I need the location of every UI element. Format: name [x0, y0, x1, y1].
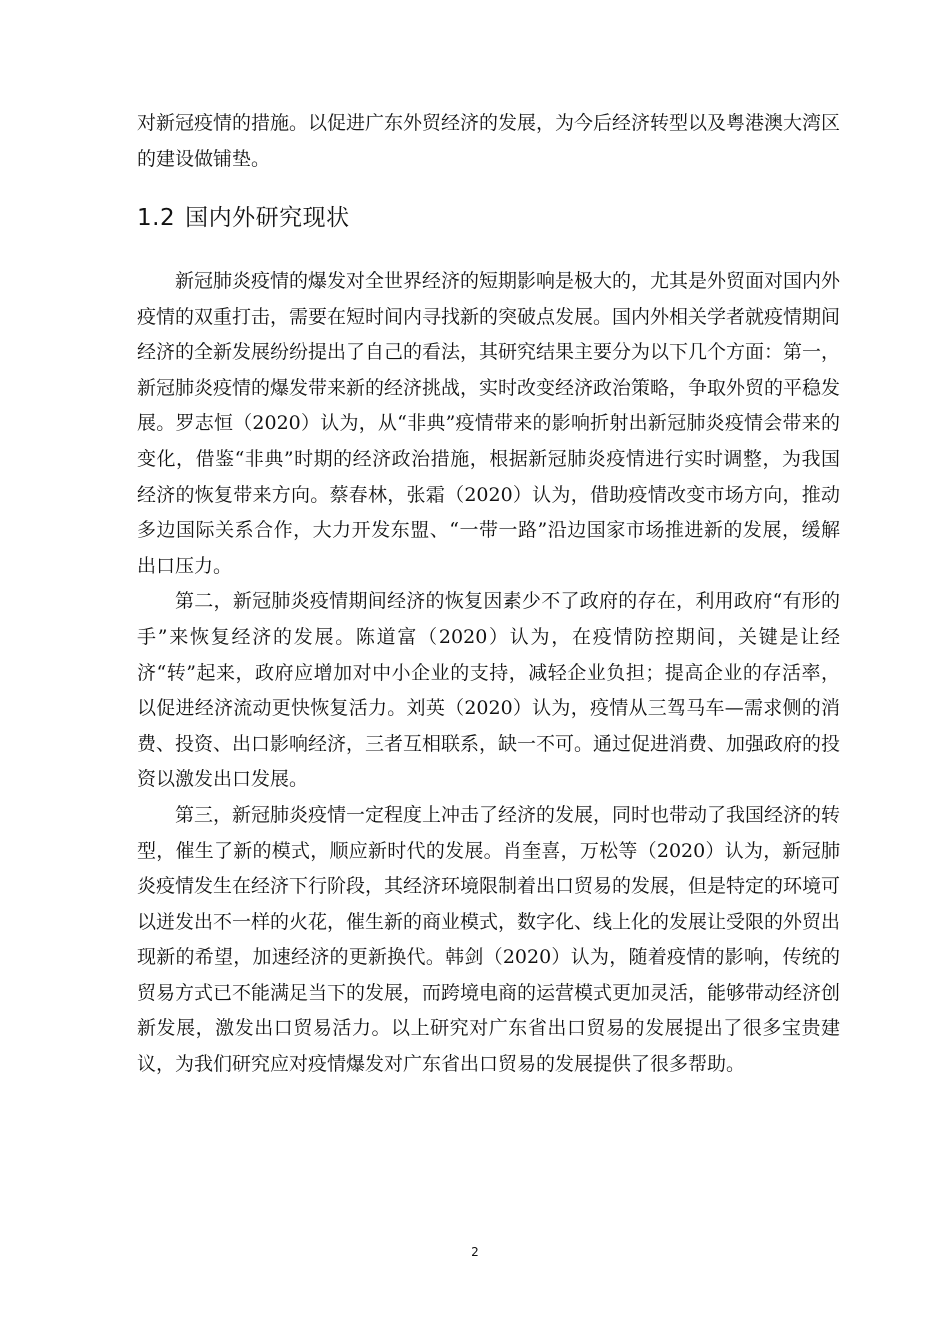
section-title: 国内外研究现状: [185, 205, 350, 231]
section-body: [137, 264, 840, 1083]
intro-paragraph: 对新冠疫情的措施。以促进广东外贸经济的发展，为今后经济转型以及粤港澳大湾区的建设做铺垫。: [137, 112, 841, 170]
page-number: 2: [471, 1245, 479, 1259]
body-paragraph-1: 新冠肺炎疫情的爆发对全世界经济的短期影响是极大的，尤其是外贸面对国内外疫情的双重打击，需要在短时间内寻找新的突破点发展。国内外相关学者就疫情期间经济的全新发展纷纷提出了自己的看法，其研究结果主要分为以下几个方面：第一，新冠肺炎疫情的爆发带来新的经济挑战，实时改变经济政治策略，争取外贸的平稳发展。罗志恒（2020）认为，从“非典”疫情带来的影响折射出新冠肺炎疫情会带来的变化，借鉴“非典”时期的经济政治措施，根据新冠肺炎疫情进行实时调整，为我国经济的恢复带来方向。蔡春林，张霜（2020）认为，借助疫情改变市场方向，推动多边国际关系合作，大力开发东盟、“一带一路”沿边国家市场推进新的发展，缓解出口压力。: [137, 270, 841, 577]
section-heading: [137, 200, 350, 236]
body-paragraph-2: 第二，新冠肺炎疫情期间经济的恢复因素少不了政府的存在，利用政府“有形的手”来恢复经济的发展。陈道富（2020）认为，在疫情防控期间，关键是让经济“转”起来，政府应增加对中小企业的支持，减轻企业负担；提高企业的存活率，以促进经济流动更快恢复活力。刘英（2020）认为，疫情从三驾马车—需求侧的消费、投资、出口影响经济，三者互相联系，缺一不可。通过促进消费、加强政府的投资以激发出口发展。: [137, 590, 841, 791]
section-number: 1.2: [137, 205, 176, 231]
body-paragraph-3: 第三，新冠肺炎疫情一定程度上冲击了经济的发展，同时也带动了我国经济的转型，催生了新的模式，顺应新时代的发展。肖奎喜，万松等（2020）认为，新冠肺炎疫情发生在经济下行阶段，其经济环境限制着出口贸易的发展，但是特定的环境可以迸发出不一样的火花，催生新的商业模式，数字化、线上化的发展让受限的外贸出现新的希望，加速经济的更新换代。韩剑（2020）认为，随着疫情的影响，传统的贸易方式已不能满足当下的发展，而跨境电商的运营模式更加灵活，能够带动经济创新发展，激发出口贸易活力。以上研究对广东省出口贸易的发展提出了很多宝贵建议，为我们研究应对疫情爆发对广东省出口贸易的发展提供了很多帮助。: [137, 803, 841, 1076]
